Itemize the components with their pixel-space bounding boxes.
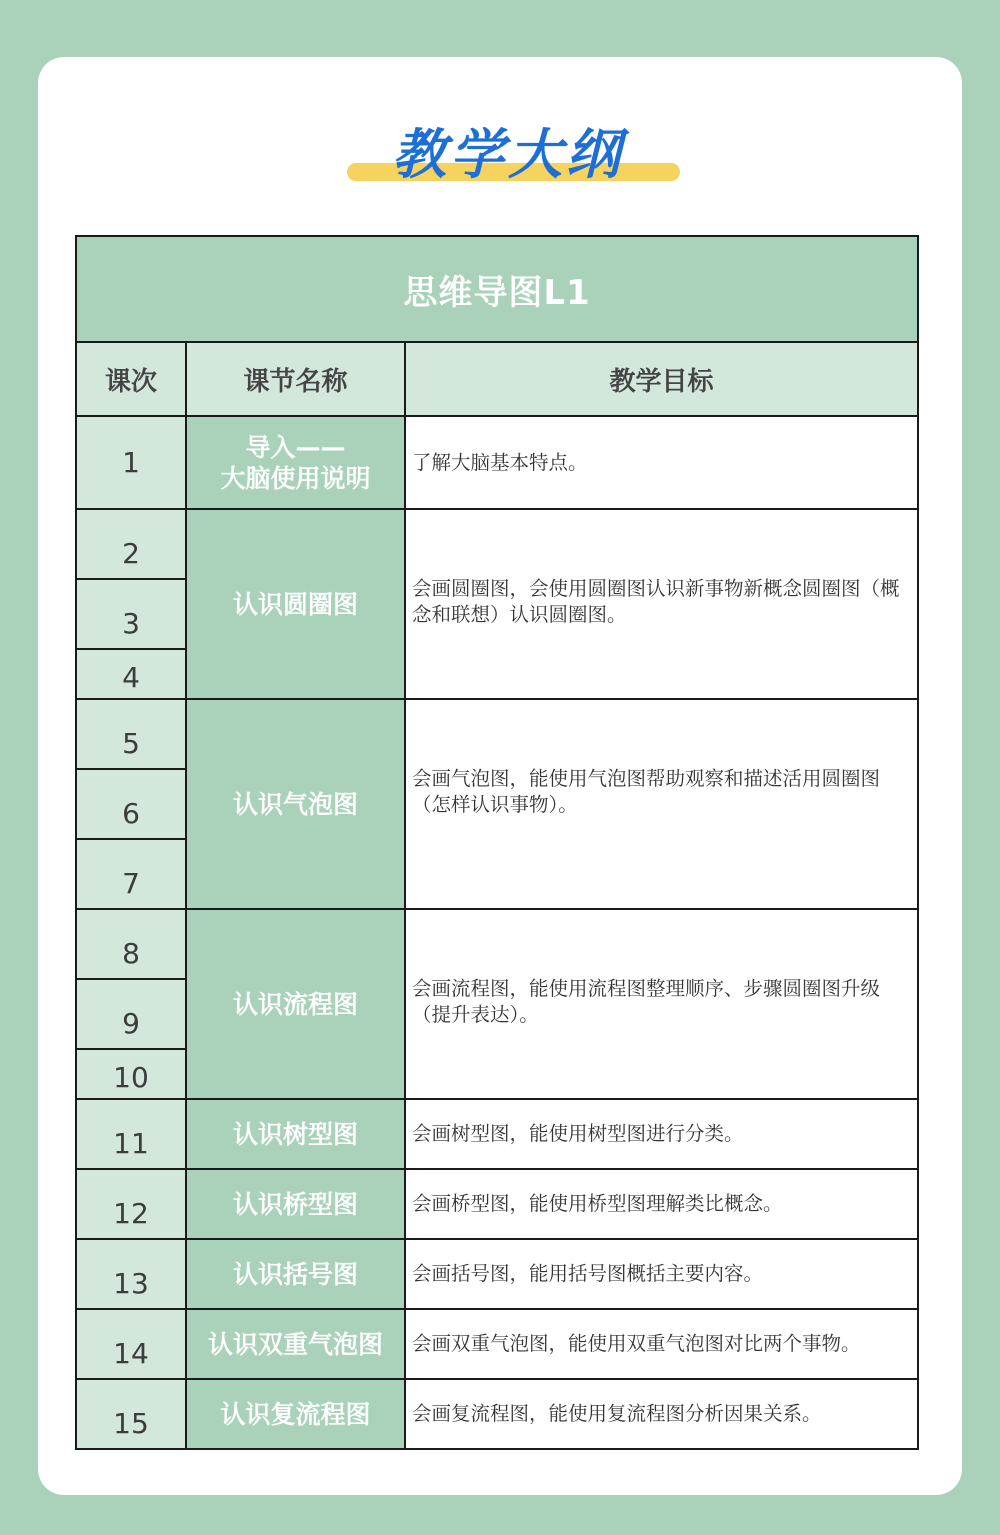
table-row	[76, 699, 918, 769]
table-row	[76, 1309, 918, 1379]
lesson-number: 5	[76, 699, 186, 769]
lesson-number: 15	[76, 1379, 186, 1449]
lesson-name: 认识树型图	[186, 1099, 405, 1169]
table-row	[76, 416, 918, 509]
lesson-name: 认识气泡图	[186, 699, 405, 909]
lesson-name: 认识双重气泡图	[186, 1309, 405, 1379]
teaching-goal: 会画复流程图，能使用复流程图分析因果关系。	[405, 1379, 918, 1449]
teaching-goal: 会画圆圈图，会使用圆圈图认识新事物新概念圆圈图（概念和联想）认识圆圈图。	[405, 509, 918, 699]
lesson-name	[186, 416, 405, 509]
lesson-name: 认识桥型图	[186, 1169, 405, 1239]
lesson-number: 13	[76, 1239, 186, 1309]
page-title: 教学大纲	[392, 123, 624, 186]
teaching-goal: 会画树型图，能使用树型图进行分类。	[405, 1099, 918, 1169]
header-lesson-number: 课次	[76, 342, 186, 416]
table-row	[76, 509, 918, 579]
lesson-name: 认识流程图	[186, 909, 405, 1099]
syllabus-table	[75, 235, 919, 1450]
table-row	[76, 1099, 918, 1169]
lesson-number: 3	[76, 579, 186, 649]
header-teaching-goal: 教学目标	[405, 342, 918, 416]
teaching-goal: 会画流程图，能使用流程图整理顺序、步骤圆圈图升级（提升表达）。	[405, 909, 918, 1099]
lesson-number: 14	[76, 1309, 186, 1379]
lesson-name: 认识圆圈图	[186, 509, 405, 699]
table-row	[76, 909, 918, 979]
lesson-number: 11	[76, 1099, 186, 1169]
lesson-number: 8	[76, 909, 186, 979]
table-row	[76, 1379, 918, 1449]
lesson-number: 4	[76, 649, 186, 699]
table-row	[76, 1169, 918, 1239]
lesson-number: 12	[76, 1169, 186, 1239]
lesson-name: 认识复流程图	[186, 1379, 405, 1449]
lesson-name-line2: 大脑使用说明	[220, 463, 371, 493]
lesson-number: 9	[76, 979, 186, 1049]
lesson-number: 1	[76, 416, 186, 509]
lesson-number: 6	[76, 769, 186, 839]
lesson-name: 认识括号图	[186, 1239, 405, 1309]
table-banner: 思维导图L1	[76, 236, 918, 342]
teaching-goal: 了解大脑基本特点。	[405, 416, 918, 509]
teaching-goal: 会画桥型图，能使用桥型图理解类比概念。	[405, 1169, 918, 1239]
lesson-name-line1: 导入——	[245, 432, 346, 462]
lesson-number: 7	[76, 839, 186, 909]
teaching-goal: 会画气泡图，能使用气泡图帮助观察和描述活用圆圈图（怎样认识事物）。	[405, 699, 918, 909]
teaching-goal: 会画双重气泡图，能使用双重气泡图对比两个事物。	[405, 1309, 918, 1379]
header-lesson-name: 课节名称	[186, 342, 405, 416]
lesson-number: 2	[76, 509, 186, 579]
teaching-goal: 会画括号图，能用括号图概括主要内容。	[405, 1239, 918, 1309]
table-row	[76, 1239, 918, 1309]
lesson-number: 10	[76, 1049, 186, 1099]
